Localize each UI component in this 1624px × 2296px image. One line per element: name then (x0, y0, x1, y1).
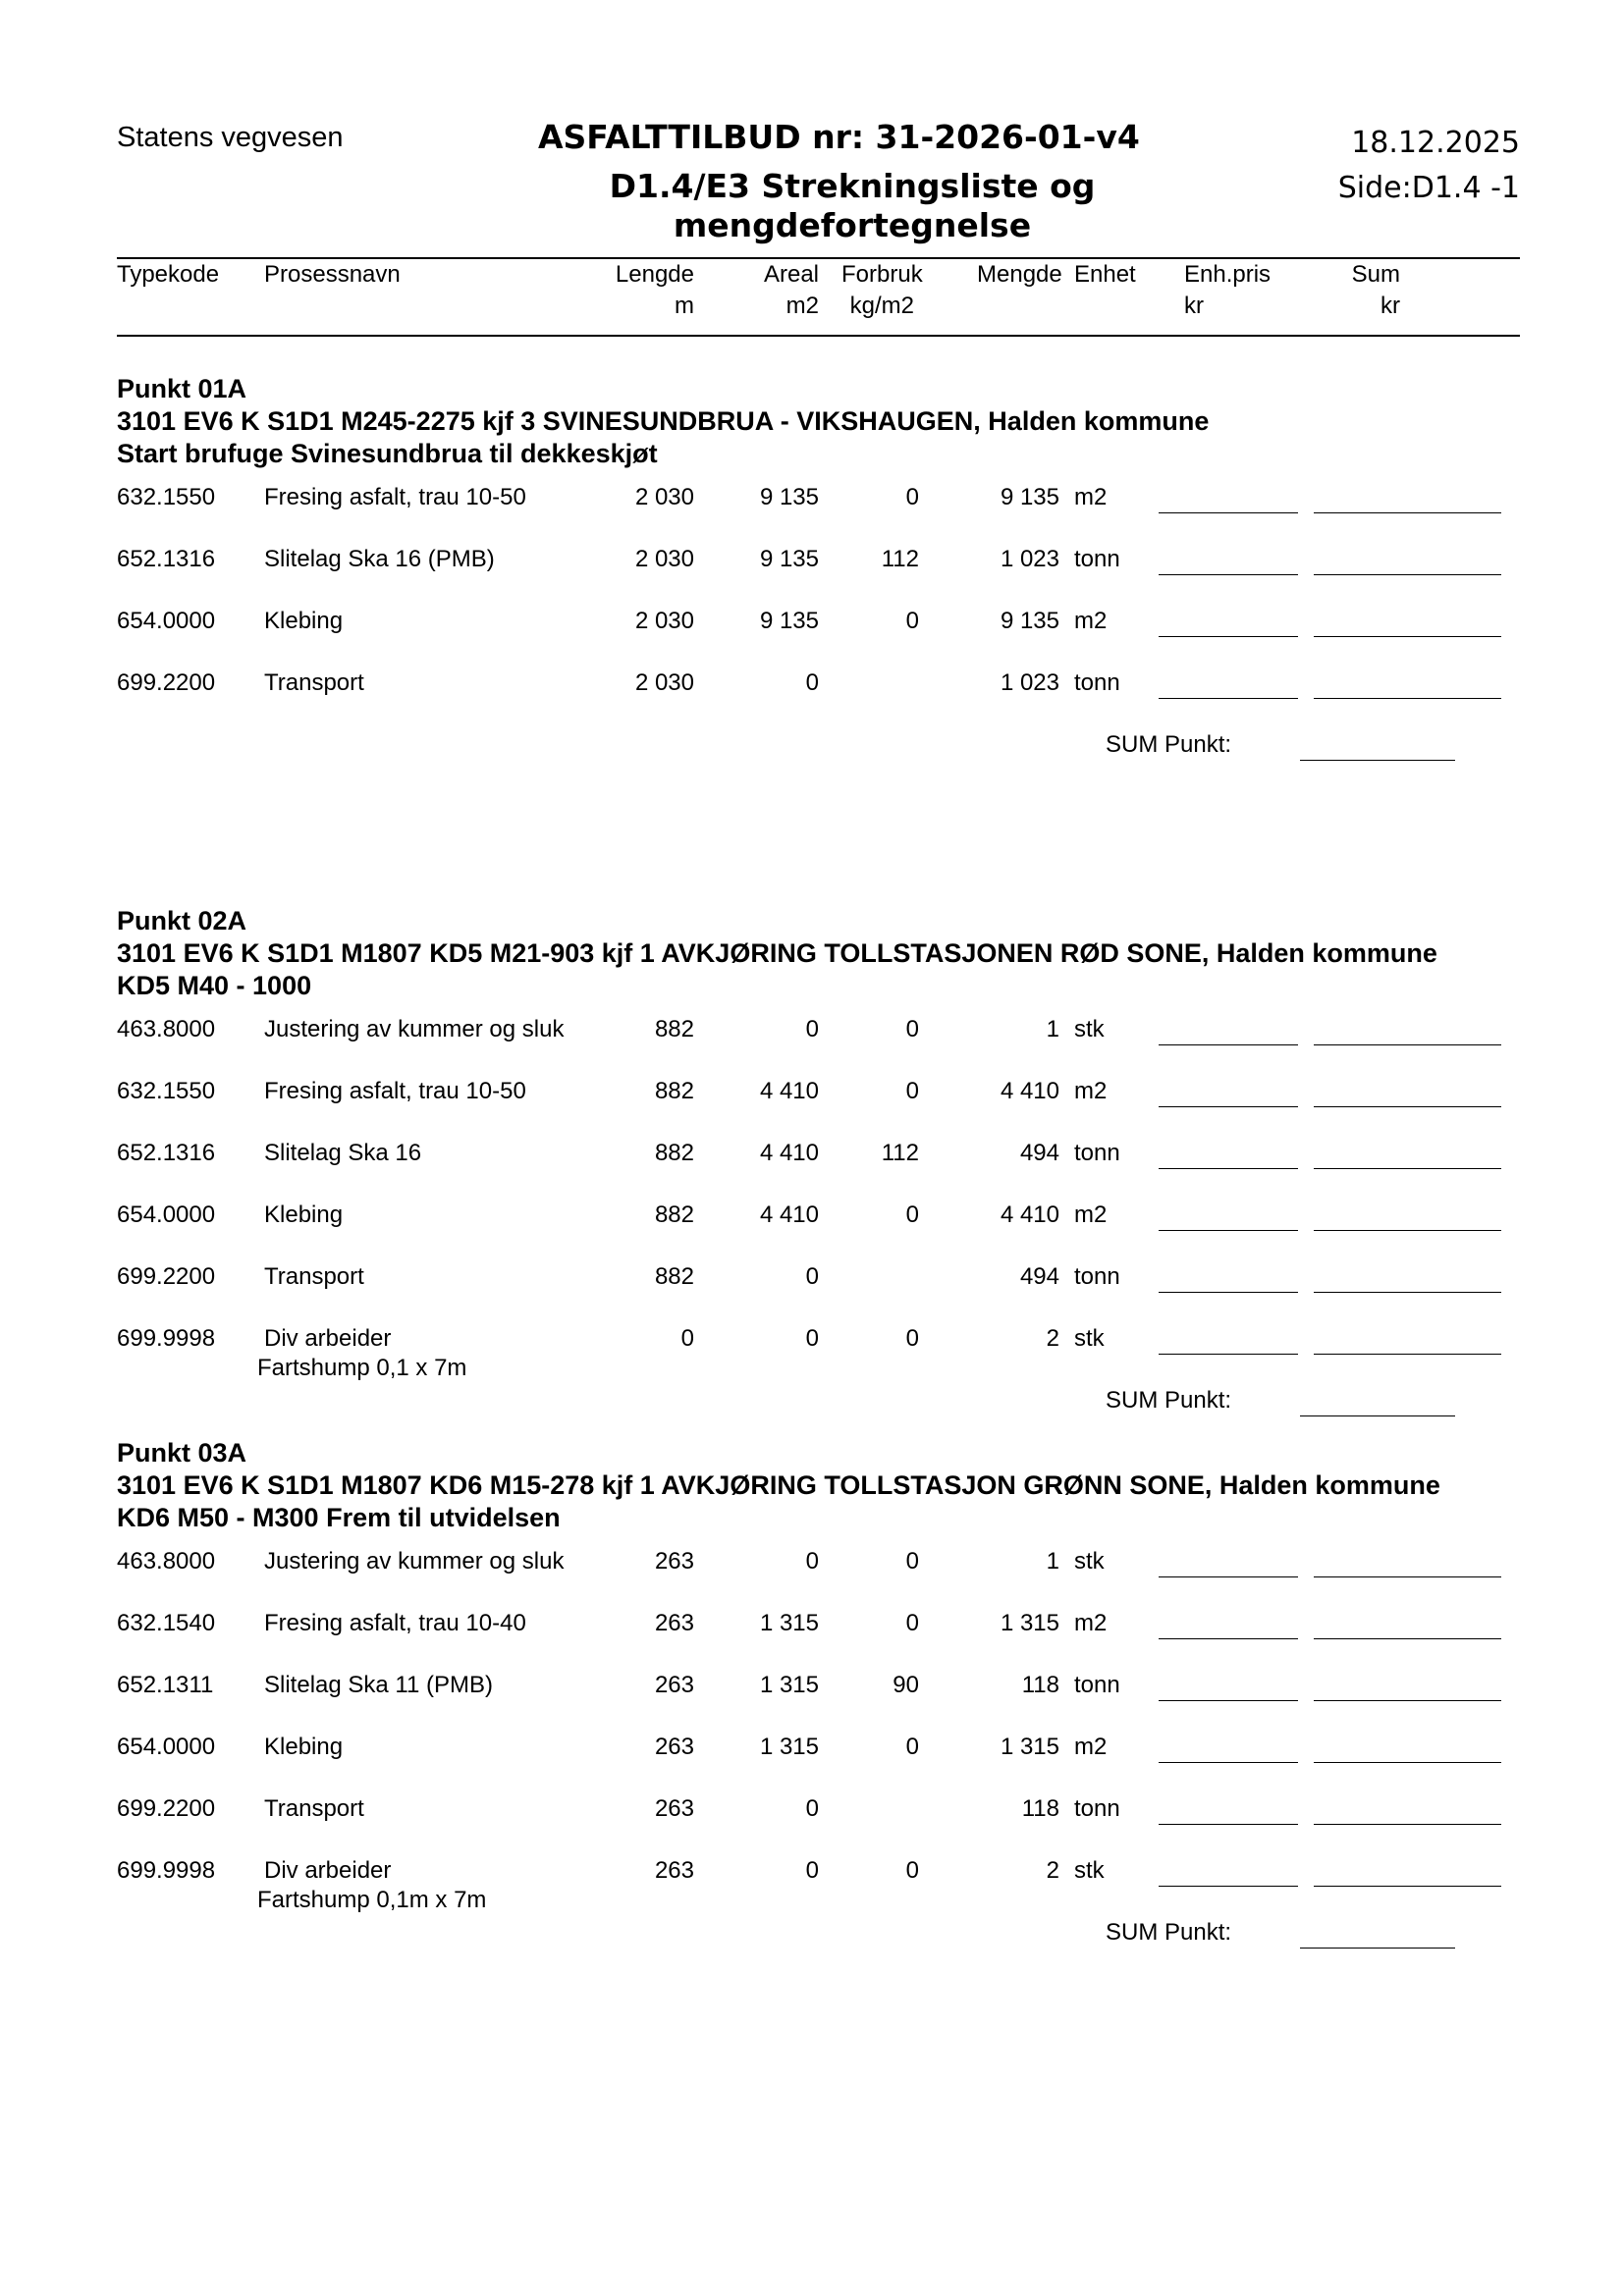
sum-input-line[interactable] (1314, 574, 1501, 575)
areal-cell: 1 315 (759, 1734, 819, 1760)
sum-input-line[interactable] (1314, 1106, 1501, 1107)
mengde-cell: 494 (1019, 1263, 1059, 1290)
mengde-cell: 1 023 (1000, 669, 1059, 696)
mengde-cell: 1 (1046, 1016, 1059, 1042)
sum-input-line[interactable] (1314, 1292, 1501, 1293)
areal-cell: 0 (805, 1548, 819, 1575)
enhet-cell: m2 (1074, 608, 1108, 634)
areal-cell: 9 135 (759, 484, 819, 510)
sum-input-line[interactable] (1314, 1044, 1501, 1045)
enhet-cell: m2 (1074, 1201, 1108, 1228)
prosessnavn-cell: Div arbeider (264, 1857, 392, 1884)
typekode-cell: 699.2200 (117, 1795, 216, 1822)
lengde-cell: 263 (654, 1610, 694, 1636)
col-areal: Areal m2 (763, 261, 819, 319)
col-sum: Sum kr (1351, 261, 1400, 319)
enhpris-input-line[interactable] (1159, 1886, 1298, 1887)
enhet-cell: m2 (1074, 1078, 1108, 1104)
forbruk-cell: 0 (905, 484, 919, 510)
enhpris-input-line[interactable] (1159, 1824, 1298, 1825)
sum-input-line[interactable] (1314, 636, 1501, 637)
typekode-cell: 652.1316 (117, 1140, 216, 1166)
typekode-cell: 654.0000 (117, 1734, 216, 1760)
sum-input-line[interactable] (1314, 1886, 1501, 1887)
col-mengde: Mengde (977, 261, 1062, 288)
areal-cell: 1 315 (759, 1672, 819, 1698)
lengde-cell: 2 030 (634, 484, 694, 510)
sum-punkt-input-line[interactable] (1300, 1415, 1455, 1416)
prosessnavn-cell: Transport (264, 1795, 364, 1822)
prosessnavn-cell: Justering av kummer og sluk (264, 1016, 565, 1042)
lengde-cell: 882 (654, 1078, 694, 1104)
lengde-cell: 0 (680, 1325, 694, 1352)
enhpris-input-line[interactable] (1159, 698, 1298, 699)
enhet-cell: tonn (1074, 1672, 1120, 1698)
forbruk-cell: 0 (905, 608, 919, 634)
areal-cell: 0 (805, 1016, 819, 1042)
sum-input-line[interactable] (1314, 698, 1501, 699)
prosessnavn-cell: Transport (264, 669, 364, 696)
enhet-cell: stk (1074, 1548, 1105, 1575)
row-note: Fartshump 0,1m x 7m (257, 1887, 487, 1913)
areal-cell: 0 (805, 1325, 819, 1352)
mengde-cell: 118 (1021, 1795, 1059, 1822)
forbruk-cell: 0 (905, 1610, 919, 1636)
typekode-cell: 699.2200 (117, 1263, 216, 1290)
areal-cell: 9 135 (759, 608, 819, 634)
enhet-cell: m2 (1074, 1734, 1108, 1760)
forbruk-cell: 0 (905, 1857, 919, 1884)
areal-cell: 0 (805, 1263, 819, 1290)
enhpris-input-line[interactable] (1159, 1576, 1298, 1577)
section-heading: Punkt 02A (117, 906, 247, 935)
forbruk-cell: 90 (893, 1672, 919, 1698)
lengde-cell: 2 030 (634, 669, 694, 696)
typekode-cell: 632.1540 (117, 1610, 216, 1636)
sum-input-line[interactable] (1314, 1638, 1501, 1639)
areal-cell: 0 (805, 669, 819, 696)
col-typekode: Typekode (117, 261, 220, 288)
enhet-cell: stk (1074, 1857, 1105, 1884)
prosessnavn-cell: Slitelag Ska 11 (PMB) (264, 1672, 493, 1698)
prosessnavn-cell: Klebing (264, 608, 344, 634)
lengde-cell: 882 (654, 1263, 694, 1290)
prosessnavn-cell: Slitelag Ska 16 (264, 1140, 422, 1166)
col-prosessnavn: Prosessnavn (264, 261, 401, 288)
sum-input-line[interactable] (1314, 1576, 1501, 1577)
section-description: 3101 EV6 K S1D1 M1807 KD6 M15-278 kjf 1 AVKJØRING TOLLSTASJON GRØNN SONE, Halden kommune (117, 1470, 1440, 1500)
col-lengde: Lengde m (615, 261, 694, 319)
lengde-cell: 263 (654, 1857, 694, 1884)
prosessnavn-cell: Slitelag Ska 16 (PMB) (264, 546, 495, 572)
lengde-cell: 882 (654, 1016, 694, 1042)
lengde-cell: 882 (654, 1201, 694, 1228)
sum-input-line[interactable] (1314, 1824, 1501, 1825)
section-heading: Punkt 03A (117, 1438, 247, 1468)
forbruk-cell: 0 (905, 1078, 919, 1104)
col-enhet: Enhet (1074, 261, 1136, 288)
header-bottom-rule (117, 335, 1520, 337)
typekode-cell: 654.0000 (117, 608, 216, 634)
enhpris-input-line[interactable] (1159, 1762, 1298, 1763)
typekode-cell: 699.2200 (117, 669, 216, 696)
mengde-cell: 1 (1046, 1548, 1059, 1575)
enhet-cell: tonn (1074, 1140, 1120, 1166)
typekode-cell: 652.1316 (117, 546, 216, 572)
enhet-cell: tonn (1074, 1263, 1120, 1290)
lengde-cell: 263 (654, 1795, 694, 1822)
areal-cell: 0 (805, 1857, 819, 1884)
section-description: KD6 M50 - M300 Frem til utvidelsen (117, 1503, 561, 1532)
areal-cell: 4 410 (759, 1201, 819, 1228)
typekode-cell: 463.8000 (117, 1548, 216, 1575)
document-date: 18.12.2025 (1351, 126, 1520, 160)
sum-punkt-input-line[interactable] (1300, 1948, 1455, 1949)
forbruk-cell: 0 (905, 1016, 919, 1042)
prosessnavn-cell: Fresing asfalt, trau 10-50 (264, 1078, 526, 1104)
lengde-cell: 882 (654, 1140, 694, 1166)
enhet-cell: m2 (1074, 484, 1108, 510)
section-description: 3101 EV6 K S1D1 M1807 KD5 M21-903 kjf 1 AVKJØRING TOLLSTASJONEN RØD SONE, Halden kommune (117, 938, 1437, 968)
lengde-cell: 263 (654, 1734, 694, 1760)
typekode-cell: 463.8000 (117, 1016, 216, 1042)
section-description: Start brufuge Svinesundbrua til dekkeskjøt (117, 439, 658, 468)
typekode-cell: 632.1550 (117, 484, 216, 510)
typekode-cell: 632.1550 (117, 1078, 216, 1104)
enhpris-input-line[interactable] (1159, 1292, 1298, 1293)
lengde-cell: 2 030 (634, 608, 694, 634)
areal-cell: 1 315 (759, 1610, 819, 1636)
sum-input-line[interactable] (1314, 1762, 1501, 1763)
enhpris-input-line[interactable] (1159, 636, 1298, 637)
areal-cell: 4 410 (759, 1078, 819, 1104)
enhpris-input-line[interactable] (1159, 1230, 1298, 1231)
enhpris-input-line[interactable] (1159, 1044, 1298, 1045)
enhet-cell: m2 (1074, 1610, 1108, 1636)
sum-punkt-input-line[interactable] (1300, 760, 1455, 761)
typekode-cell: 652.1311 (117, 1672, 214, 1698)
lengde-cell: 2 030 (634, 546, 694, 572)
typekode-cell: 699.9998 (117, 1857, 216, 1884)
document-title: ASFALTTILBUD nr: 31-2026-01-v4 (538, 118, 1140, 156)
section-description: 3101 EV6 K S1D1 M245-2275 kjf 3 SVINESUNDBRUA - VIKSHAUGEN, Halden kommune (117, 406, 1210, 436)
sum-input-line[interactable] (1314, 1230, 1501, 1231)
forbruk-cell: 112 (881, 1140, 919, 1166)
mengde-cell: 494 (1019, 1140, 1059, 1166)
section-description: KD5 M40 - 1000 (117, 971, 312, 1000)
forbruk-cell: 0 (905, 1325, 919, 1352)
enhet-cell: tonn (1074, 546, 1120, 572)
prosessnavn-cell: Transport (264, 1263, 364, 1290)
areal-cell: 4 410 (759, 1140, 819, 1166)
mengde-cell: 1 315 (1000, 1610, 1059, 1636)
mengde-cell: 118 (1021, 1672, 1059, 1698)
enhpris-input-line[interactable] (1159, 1700, 1298, 1701)
lengde-cell: 263 (654, 1672, 694, 1698)
forbruk-cell: 0 (905, 1734, 919, 1760)
areal-cell: 9 135 (759, 546, 819, 572)
enhpris-input-line[interactable] (1159, 1638, 1298, 1639)
enhet-cell: tonn (1074, 669, 1120, 696)
enhet-cell: stk (1074, 1325, 1105, 1352)
sum-punkt-label: SUM Punkt: (1106, 1919, 1232, 1946)
page-number: Side:D1.4 -1 (1337, 171, 1520, 205)
sum-input-line[interactable] (1314, 512, 1501, 513)
enhpris-input-line[interactable] (1159, 1106, 1298, 1107)
enhet-cell: tonn (1074, 1795, 1120, 1822)
lengde-cell: 263 (654, 1548, 694, 1575)
sum-punkt-label: SUM Punkt: (1106, 731, 1232, 758)
sum-input-line[interactable] (1314, 1354, 1501, 1355)
prosessnavn-cell: Klebing (264, 1201, 344, 1228)
prosessnavn-cell: Fresing asfalt, trau 10-40 (264, 1610, 526, 1636)
mengde-cell: 1 023 (1000, 546, 1059, 572)
prosessnavn-cell: Justering av kummer og sluk (264, 1548, 565, 1575)
prosessnavn-cell: Klebing (264, 1734, 344, 1760)
sum-input-line[interactable] (1314, 1700, 1501, 1701)
col-enhpris: Enh.pris kr (1184, 261, 1272, 319)
sum-input-line[interactable] (1314, 1168, 1501, 1169)
forbruk-cell: 112 (881, 546, 919, 572)
col-forbruk: Forbruk kg/m2 (841, 261, 923, 319)
enhpris-input-line[interactable] (1159, 1354, 1298, 1355)
enhpris-input-line[interactable] (1159, 1168, 1298, 1169)
prosessnavn-cell: Div arbeider (264, 1325, 392, 1352)
mengde-cell: 4 410 (1000, 1201, 1059, 1228)
row-note: Fartshump 0,1 x 7m (257, 1355, 467, 1381)
enhpris-input-line[interactable] (1159, 574, 1298, 575)
typekode-cell: 654.0000 (117, 1201, 216, 1228)
mengde-cell: 4 410 (1000, 1078, 1059, 1104)
enhpris-input-line[interactable] (1159, 512, 1298, 513)
mengde-cell: 2 (1046, 1325, 1059, 1352)
organization-name: Statens vegvesen (117, 122, 344, 153)
prosessnavn-cell: Fresing asfalt, trau 10-50 (264, 484, 526, 510)
mengde-cell: 9 135 (1000, 608, 1059, 634)
section-heading: Punkt 01A (117, 374, 247, 403)
forbruk-cell: 0 (905, 1548, 919, 1575)
sum-punkt-label: SUM Punkt: (1106, 1387, 1232, 1414)
areal-cell: 0 (805, 1795, 819, 1822)
mengde-cell: 2 (1046, 1857, 1059, 1884)
document-subtitle: D1.4/E3 Strekningsliste og mengdefortegnelse (609, 167, 1096, 244)
forbruk-cell: 0 (905, 1201, 919, 1228)
mengde-cell: 9 135 (1000, 484, 1059, 510)
enhet-cell: stk (1074, 1016, 1105, 1042)
typekode-cell: 699.9998 (117, 1325, 216, 1352)
mengde-cell: 1 315 (1000, 1734, 1059, 1760)
